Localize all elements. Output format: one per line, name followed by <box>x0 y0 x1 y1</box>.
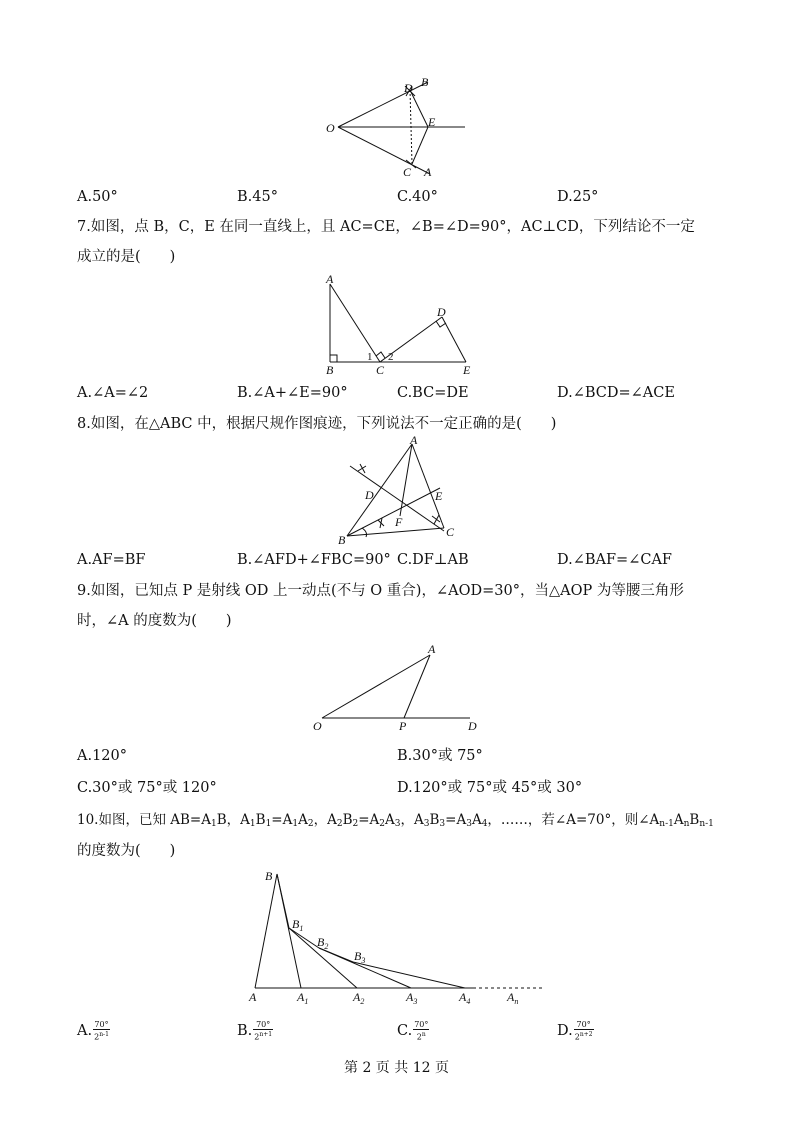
q7-option-a[interactable]: A.∠A=∠2 <box>77 385 149 401</box>
q10-label-A2: $A_2$ <box>353 990 365 1006</box>
q6-seg-EC <box>412 127 428 164</box>
q6-label-C: C <box>403 165 412 179</box>
q7-label-C: C <box>376 363 385 377</box>
q7-option-d[interactable]: D.∠BCD=∠ACE <box>557 385 675 401</box>
q7-seg-AC <box>330 284 380 362</box>
q10-option-c[interactable]: C. $\frac{70^\circ}{2^n}$ <box>397 1020 429 1042</box>
q8-option-c[interactable]: C.DF⊥AB <box>397 552 469 568</box>
q8-angle-arc <box>362 528 367 537</box>
q6-option-a[interactable]: A.50° <box>77 189 118 205</box>
q9-option-c[interactable]: C.30°或 75°或 120° <box>77 780 217 796</box>
q7-label-E: E <box>463 363 471 377</box>
q6-label-D: D <box>404 81 413 95</box>
q8-option-b[interactable]: B.∠AFD+∠FBC=90° <box>237 552 391 568</box>
q10-label-An: $A_n$ <box>507 990 519 1006</box>
q7-option-c[interactable]: C.BC=DE <box>397 385 469 401</box>
q9-option-b[interactable]: B.30°或 75° <box>397 748 483 764</box>
q7-label-angle1: 1 <box>367 351 373 363</box>
page-footer: 第 2 页 共 12 页 <box>344 1060 449 1076</box>
q7-label-A: A <box>326 272 334 286</box>
q8-arc-mark-1 <box>358 464 366 473</box>
q10-label-A3: $A_3$ <box>406 990 418 1006</box>
q6-label-O: O <box>326 121 335 135</box>
q8-option-a[interactable]: A.AF=BF <box>77 552 146 568</box>
q10-option-d[interactable]: D. $\frac{70^\circ}{2^{n+2}}$ <box>557 1020 593 1042</box>
q8-label-B: B <box>338 533 346 547</box>
q9-question-line2: 时，∠A 的度数为( ) <box>77 613 232 629</box>
q9-label-O: O <box>313 719 322 733</box>
q10-option-a[interactable]: A. $\frac{70^\circ}{2^{n-1}}$ <box>77 1020 109 1042</box>
q8-label-A: A <box>410 436 418 447</box>
q10-label-B2: $B_2$ <box>317 935 329 951</box>
q10-label-B1: $B_1$ <box>292 917 304 933</box>
q9-seg-AP <box>404 655 430 718</box>
q10-label-A: A <box>249 990 257 1004</box>
q8-question-line1: 8.如图，在△ABC 中，根据尺规作图痕迹，下列说法不一定正确的是( ) <box>77 416 557 432</box>
q7-question-line1: 7.如图，点 B，C，E 在同一直线上，且 AC=CE，∠B=∠D=90°，AC⊥CD，下列结论不一定 <box>77 219 695 235</box>
q10-label-B3: $B_3$ <box>354 949 366 965</box>
q9-figure <box>310 640 490 735</box>
q6-figure <box>320 72 470 182</box>
q8-figure <box>332 436 462 548</box>
q9-seg-OA <box>322 655 430 718</box>
q10-option-b[interactable]: B. $\frac{70^\circ}{2^{n+1}}$ <box>237 1020 273 1042</box>
q10-seg-AB <box>255 874 277 988</box>
q6-label-B: B <box>421 75 429 89</box>
q7-right-angle-B <box>330 355 337 362</box>
q9-option-a[interactable]: A.120° <box>77 748 128 764</box>
q10-label-A4: $A_4$ <box>459 990 471 1006</box>
q10-seg-BB1 <box>277 874 289 928</box>
q9-label-D: D <box>468 719 477 733</box>
q7-label-angle2: 2 <box>388 351 394 363</box>
q9-option-d[interactable]: D.120°或 75°或 45°或 30° <box>397 780 583 796</box>
q8-angle-bisector <box>347 488 440 536</box>
q8-label-C: C <box>446 525 455 539</box>
q6-option-b[interactable]: B.45° <box>237 189 278 205</box>
q7-question-line2: 成立的是( ) <box>77 249 176 265</box>
q6-ray-OA <box>338 127 430 174</box>
q8-label-F: F <box>395 515 403 529</box>
q10-label-B: B <box>265 869 273 883</box>
q8-option-d[interactable]: D.∠BAF=∠CAF <box>557 552 672 568</box>
q10-figure <box>243 866 553 1012</box>
q8-seg-BC <box>347 528 444 536</box>
q7-figure <box>318 272 478 377</box>
q6-seg-DE <box>410 90 428 127</box>
q7-option-b[interactable]: B.∠A+∠E=90° <box>237 385 348 401</box>
q8-arc-mark-2 <box>432 515 440 524</box>
q9-label-P: P <box>399 719 407 733</box>
q8-label-D: D <box>365 488 374 502</box>
q10-seg-B3A4 <box>353 962 465 988</box>
q6-label-E: E <box>428 115 436 129</box>
q10-question-line2: 的度数为( ) <box>77 843 176 859</box>
q6-ray-OB <box>338 82 428 127</box>
q6-option-d[interactable]: D.25° <box>557 189 599 205</box>
q7-label-B: B <box>326 363 334 377</box>
q8-label-E: E <box>435 489 443 503</box>
q6-label-A: A <box>424 165 432 179</box>
q9-question-line1: 9.如图，已知点 P 是射线 OD 上一动点(不与 O 重合)，∠AOD=30°，当△AOP 为等腰三角形 <box>77 583 684 599</box>
q10-question-line1: 10.如图，已知 $AB=A_1B$，$A_1B_1=A_1A_2$，$A_2B_2=A_2A_3$，$A_3B_3=A_3A_4$，……，若∠A=70°，则$\angle A_{n-1}A_nB_{n-1}$ <box>77 812 714 829</box>
q9-label-A: A <box>428 642 436 656</box>
q6-option-c[interactable]: C.40° <box>397 189 438 205</box>
q7-label-D: D <box>437 305 446 319</box>
q10-label-A1: $A_1$ <box>297 990 309 1006</box>
q10-seg-B1B2 <box>289 928 319 948</box>
